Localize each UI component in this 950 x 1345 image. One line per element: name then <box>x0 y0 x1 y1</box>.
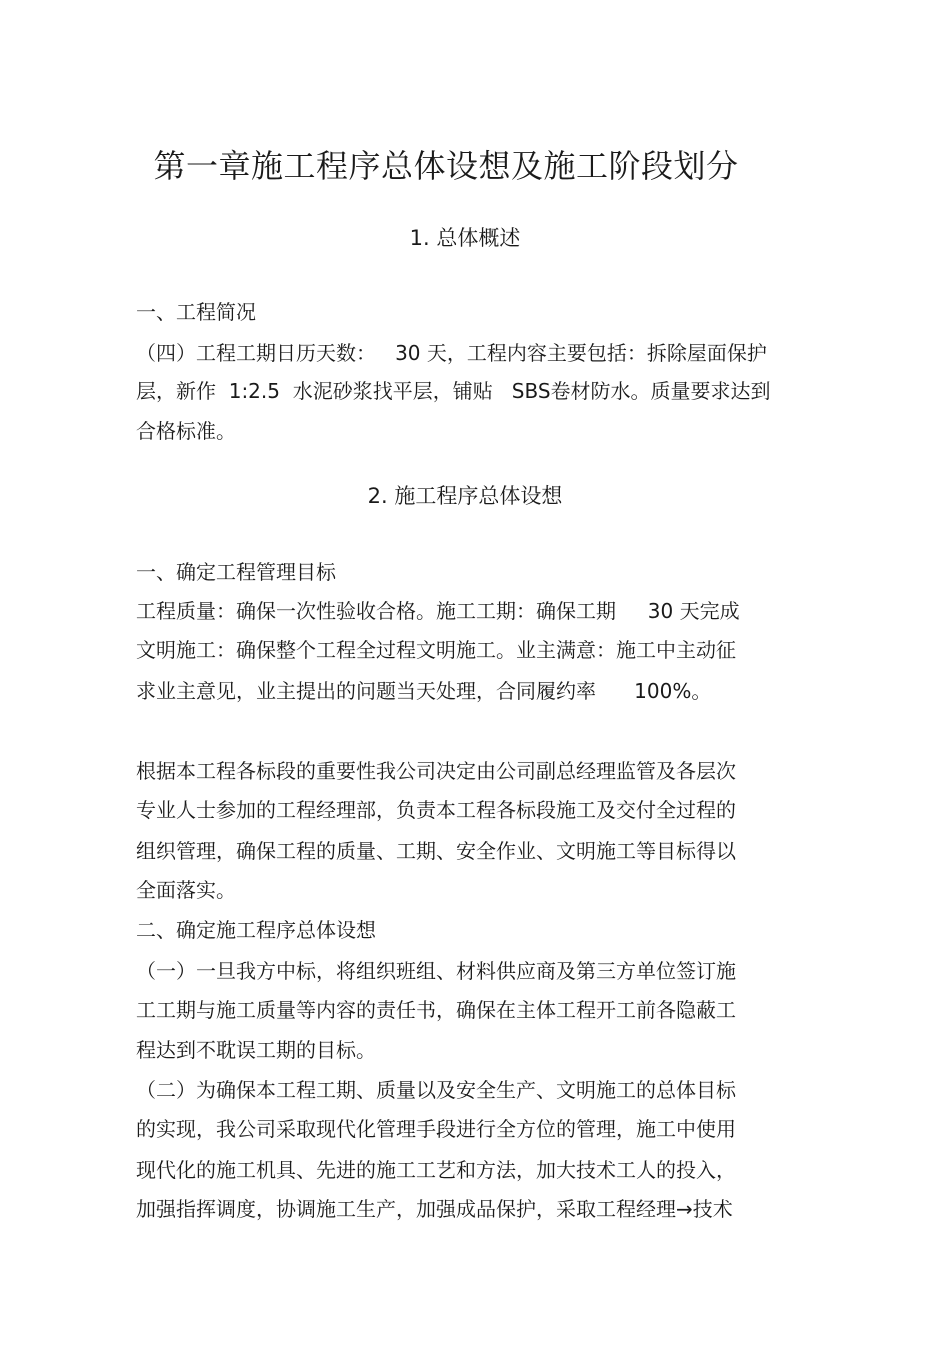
paragraph-line: 的实现，我公司采取现代化管理手段进行全方位的管理，施工中使用 <box>136 1117 736 1141</box>
paragraph-line: 现代化的施工机具、先进的施工工艺和方法，加大技术工人的投入， <box>136 1158 736 1182</box>
paragraph-line: 专业人士参加的工程经理部，负责本工程各标段施工及交付全过程的 <box>136 798 736 822</box>
subheading-management-goals: 一、确定工程管理目标 <box>136 560 336 584</box>
paragraph-line: 合格标准。 <box>136 419 236 443</box>
paragraph-line: 全面落实。 <box>136 878 236 902</box>
subheading-project-summary: 一、工程简况 <box>136 300 256 324</box>
section-heading-overview: 1. 总体概述 <box>409 226 521 250</box>
paragraph-line: 加强指挥调度，协调施工生产，加强成品保护，采取工程经理→技术 <box>136 1197 733 1221</box>
subheading-sequence-plan: 二、确定施工程序总体设想 <box>136 918 376 942</box>
paragraph-line: 工程质量：确保一次性验收合格。施工工期：确保工期 30 天完成 <box>136 599 740 623</box>
page-title: 第一章施工程序总体设想及施工阶段划分 <box>153 147 739 185</box>
paragraph-line: （一）一旦我方中标，将组织班组、材料供应商及第三方单位签订施 <box>136 959 736 983</box>
paragraph-line: （四）工程工期日历天数： 30 天，工程内容主要包括：拆除屋面保护 <box>136 341 767 365</box>
paragraph-line: 程达到不耽误工期的目标。 <box>136 1038 376 1062</box>
paragraph-line: 求业主意见，业主提出的问题当天处理，合同履约率 100%。 <box>136 679 712 703</box>
paragraph-line: 根据本工程各标段的重要性我公司决定由公司副总经理监管及各层次 <box>136 759 736 783</box>
paragraph-line: 组织管理，确保工程的质量、工期、安全作业、文明施工等目标得以 <box>136 839 736 863</box>
paragraph-line: 文明施工：确保整个工程全过程文明施工。业主满意：施工中主动征 <box>136 638 736 662</box>
paragraph-line: （二）为确保本工程工期、质量以及安全生产、文明施工的总体目标 <box>136 1078 736 1102</box>
paragraph-line: 层，新作 1:2.5 水泥砂浆找平层，铺贴 SBS卷材防水。质量要求达到 <box>136 379 771 403</box>
section-heading-construction-sequence: 2. 施工程序总体设想 <box>367 484 563 508</box>
paragraph-line: 工工期与施工质量等内容的责任书，确保在主体工程开工前各隐蔽工 <box>136 998 736 1022</box>
